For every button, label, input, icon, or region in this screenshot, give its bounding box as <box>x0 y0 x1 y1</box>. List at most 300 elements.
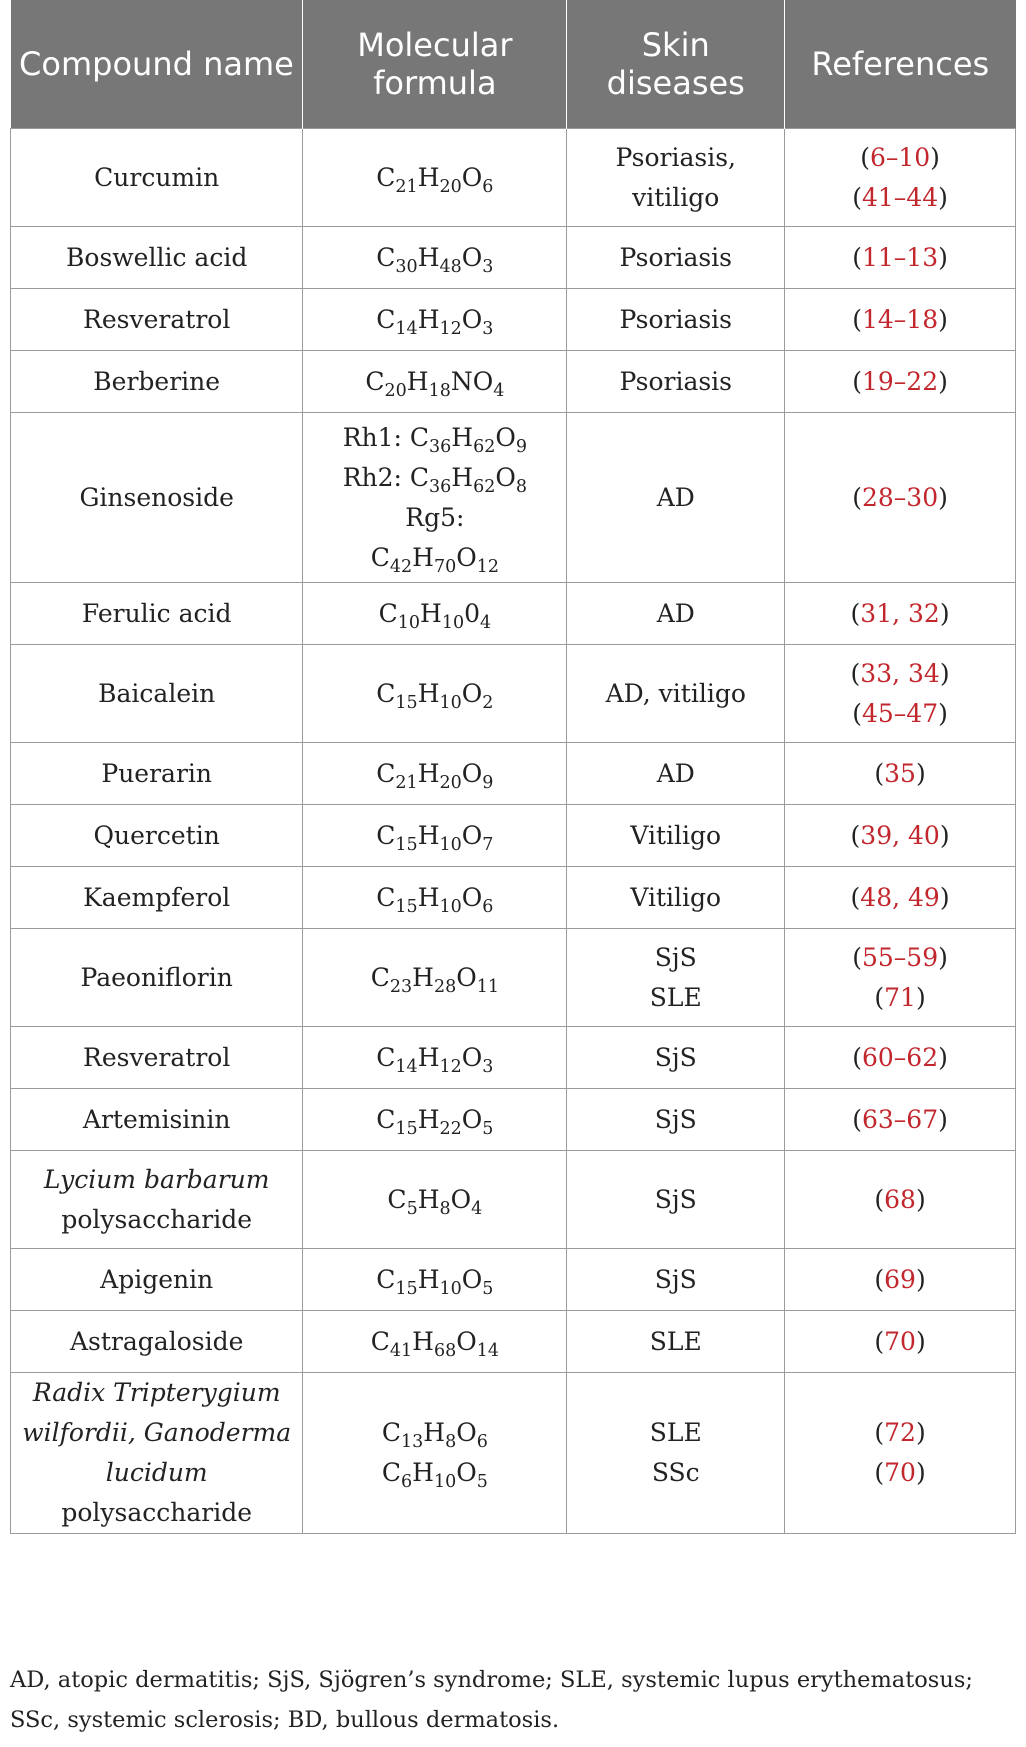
disease-text: AD <box>656 482 695 512</box>
paren: ( <box>852 1042 862 1072</box>
molecular-formula-cell <box>303 129 567 227</box>
compound-name-cell <box>11 129 303 227</box>
skin-diseases-cell <box>567 645 785 743</box>
compound-name-cell <box>11 351 303 413</box>
formula-line <box>307 538 562 578</box>
table-row <box>11 929 1016 1027</box>
molecular-formula-cell <box>303 1373 567 1534</box>
formula-element: H <box>406 366 429 396</box>
molecular-formula-cell <box>303 1151 567 1249</box>
formula-line <box>307 362 562 402</box>
compound-name-text: Apigenin <box>100 1264 214 1294</box>
disease-text: Vitiligo <box>630 882 722 912</box>
paren: ( <box>850 658 861 688</box>
compound-name-cell <box>11 645 303 743</box>
formula-element: C <box>381 1418 401 1447</box>
paren: ) <box>938 482 948 512</box>
molecular-formula-cell <box>303 351 567 413</box>
formula-subscript: 20 <box>439 772 462 793</box>
compound-name-cell <box>11 1151 303 1249</box>
formula-subscript: 3 <box>482 1056 494 1077</box>
formula-element: O <box>456 1418 477 1447</box>
formula-subscript: 15 <box>395 1278 418 1299</box>
formula-subscript: 5 <box>482 1118 494 1139</box>
compound-name-text: Ginsenoside <box>79 482 234 512</box>
reference-link[interactable]: 14–18 <box>862 304 939 334</box>
paren: ( <box>874 982 885 1012</box>
formula-subscript: 5 <box>476 1472 488 1493</box>
skin-diseases-cell <box>567 583 785 645</box>
skin-diseases-cell <box>567 867 785 929</box>
reference-line <box>789 1260 1011 1300</box>
formula-subscript: 8 <box>445 1432 457 1453</box>
reference-link[interactable]: 72 <box>884 1418 916 1447</box>
paren: ( <box>852 182 862 212</box>
compound-name-cell <box>11 1249 303 1311</box>
formula-element: H <box>451 422 474 452</box>
formula-line <box>307 1413 562 1453</box>
paren: ) <box>938 366 948 396</box>
molecular-formula-cell <box>303 583 567 645</box>
paren: ) <box>939 598 950 628</box>
skin-diseases-cell <box>567 805 785 867</box>
table-row <box>11 645 1016 743</box>
formula-element: H <box>417 678 440 708</box>
formula-element: O <box>495 462 516 492</box>
compound-name-text: Artemisinin <box>82 1104 231 1134</box>
table-row <box>11 1089 1016 1151</box>
paren: ) <box>915 1264 926 1294</box>
skin-diseases-cell <box>567 1249 785 1311</box>
reference-link[interactable]: 60–62 <box>862 1042 939 1072</box>
references-cell <box>785 929 1016 1027</box>
compound-name-cell <box>11 583 303 645</box>
formula-element: O <box>456 962 477 992</box>
references-cell <box>785 1249 1016 1311</box>
formula-subscript: 15 <box>395 896 418 917</box>
formula-subscript: 48 <box>439 256 462 277</box>
formula-element: C <box>376 820 396 850</box>
references-cell <box>785 867 1016 929</box>
formula-element: O <box>461 242 483 272</box>
molecular-formula-cell <box>303 289 567 351</box>
formula-subscript: 10 <box>439 834 462 855</box>
formula-subscript: 13 <box>400 1432 424 1453</box>
paren: ) <box>939 658 950 688</box>
references-cell <box>785 413 1016 583</box>
molecular-formula-cell <box>303 1311 567 1373</box>
compound-name-text: Ferulic acid <box>81 598 232 628</box>
header-references: References <box>785 0 1016 129</box>
disease-text: AD <box>656 758 695 788</box>
formula-element: H <box>412 1458 434 1487</box>
references-cell <box>785 645 1016 743</box>
formula-element: H <box>423 1418 446 1447</box>
formula-element: H <box>417 1184 440 1214</box>
formula-subscript: 68 <box>433 1340 457 1361</box>
compound-name-text: Paeoniflorin <box>80 962 233 992</box>
reference-line <box>789 978 1011 1018</box>
formula-line <box>307 1453 562 1493</box>
formula-line <box>307 1322 562 1362</box>
formula-element: O <box>461 304 483 334</box>
formula-subscript: 70 <box>433 556 457 577</box>
compound-name-cell <box>11 289 303 351</box>
paren: ( <box>852 304 862 334</box>
formula-subscript: 11 <box>476 976 499 997</box>
formula-element: C <box>376 162 396 192</box>
formula-line <box>307 418 562 458</box>
paren: ) <box>915 758 926 788</box>
compound-name-cell <box>11 1311 303 1373</box>
formula-element: O <box>461 678 483 708</box>
paren: ) <box>939 882 950 912</box>
paren: ( <box>850 598 861 628</box>
reference-line <box>789 694 1011 734</box>
paren: ) <box>938 182 948 212</box>
reference-line <box>789 938 1011 978</box>
compound-name-cell <box>11 1027 303 1089</box>
disease-text: SLE <box>649 1326 702 1356</box>
formula-element: Rh2: C <box>342 462 430 492</box>
formula-subscript: 2 <box>482 692 494 713</box>
formula-line <box>307 878 562 918</box>
table-header-row <box>11 0 1016 129</box>
reference-line <box>789 1180 1011 1220</box>
formula-subscript: 15 <box>395 1118 418 1139</box>
molecular-formula-cell <box>303 1249 567 1311</box>
formula-subscript: 12 <box>439 1056 462 1077</box>
molecular-formula-cell <box>303 743 567 805</box>
formula-subscript: 14 <box>476 1340 499 1361</box>
formula-line <box>307 1180 562 1220</box>
formula-line <box>307 594 562 634</box>
formula-subscript: 4 <box>480 612 492 633</box>
formula-subscript: 9 <box>482 772 494 793</box>
compound-name-text: Astragaloside <box>70 1326 244 1356</box>
formula-subscript: 62 <box>473 436 496 457</box>
reference-line <box>789 1100 1011 1140</box>
compound-name-text: Resveratrol <box>83 304 231 334</box>
formula-subscript: 15 <box>395 692 418 713</box>
formula-element: C <box>376 678 396 708</box>
formula-subscript: 21 <box>395 772 418 793</box>
paren: ) <box>938 942 948 972</box>
skin-diseases-cell <box>567 1311 785 1373</box>
skin-diseases-cell <box>567 1373 785 1534</box>
formula-subscript: 7 <box>482 834 494 855</box>
table-row <box>11 743 1016 805</box>
formula-element: C <box>376 1104 396 1134</box>
disease-text: SjS <box>654 1184 697 1214</box>
molecular-formula-cell <box>303 645 567 743</box>
reference-line <box>789 362 1011 402</box>
paren: ( <box>850 820 861 850</box>
compound-name-cell <box>11 227 303 289</box>
skin-diseases-cell <box>567 413 785 583</box>
formula-line <box>307 238 562 278</box>
compound-name-text: polysaccharide <box>61 1204 253 1234</box>
paren: ( <box>874 758 885 788</box>
disease-text: AD <box>656 598 695 628</box>
compound-name-text: Berberine <box>93 366 221 396</box>
formula-line <box>307 816 562 856</box>
molecular-formula-cell <box>303 805 567 867</box>
compound-name-text: Kaempferol <box>83 882 231 912</box>
paren: ( <box>874 1264 885 1294</box>
formula-subscript: 6 <box>482 896 494 917</box>
formula-element: C <box>376 242 396 272</box>
references-cell <box>785 1311 1016 1373</box>
paren: ( <box>874 1418 885 1447</box>
formula-element: O <box>461 162 483 192</box>
formula-subscript: 36 <box>429 476 452 497</box>
formula-element: C <box>365 366 385 396</box>
disease-text: SjS <box>654 1042 697 1072</box>
reference-link[interactable]: 68 <box>884 1184 916 1214</box>
skin-diseases-cell <box>567 929 785 1027</box>
compound-name-text: Resveratrol <box>83 1042 231 1072</box>
reference-line <box>789 138 1011 178</box>
formula-subscript: 18 <box>428 380 451 401</box>
compound-name-cell <box>11 929 303 1027</box>
formula-element: H <box>412 1326 434 1356</box>
header-skin-diseases: Skin diseases <box>567 0 785 129</box>
reference-line <box>789 238 1011 278</box>
paren: ) <box>938 242 948 272</box>
table-row <box>11 1027 1016 1089</box>
formula-element: O <box>461 758 483 788</box>
paren: ) <box>915 982 926 1012</box>
formula-subscript: 10 <box>433 1472 457 1493</box>
formula-element: H <box>417 242 440 272</box>
reference-line <box>789 754 1011 794</box>
paren: ( <box>852 1104 862 1134</box>
formula-element: C <box>370 542 390 572</box>
paren: ( <box>874 1458 885 1487</box>
formula-subscript: 20 <box>384 380 407 401</box>
formula-subscript: 6 <box>476 1432 488 1453</box>
reference-line <box>789 300 1011 340</box>
disease-text: SjS <box>654 1264 697 1294</box>
compounds-table <box>10 0 1016 1534</box>
formula-subscript: 41 <box>389 1340 413 1361</box>
references-cell <box>785 289 1016 351</box>
disease-text: SSc <box>651 1458 700 1487</box>
formula-subscript: 20 <box>439 176 462 197</box>
reference-link[interactable]: 63–67 <box>862 1104 939 1134</box>
compound-name-cell <box>11 805 303 867</box>
table-row <box>11 1311 1016 1373</box>
formula-subscript: 30 <box>395 256 418 277</box>
formula-element: C <box>370 962 390 992</box>
formula-element: O <box>456 1458 477 1487</box>
formula-subscript: 10 <box>439 692 462 713</box>
formula-element: NO <box>450 366 494 396</box>
formula-subscript: 15 <box>395 834 418 855</box>
reference-link[interactable]: 31, 32 <box>860 598 940 628</box>
formula-element: H <box>412 962 434 992</box>
reference-link[interactable]: 11–13 <box>862 242 939 272</box>
formula-element: O <box>461 1264 483 1294</box>
formula-element: C <box>376 1042 396 1072</box>
formula-line <box>307 498 562 538</box>
compound-name-italic: Lycium barbarum <box>43 1164 270 1194</box>
formula-element: O <box>461 882 483 912</box>
paren: ) <box>938 304 948 334</box>
paren: ) <box>938 698 948 728</box>
formula-subscript: 14 <box>395 1056 418 1077</box>
compound-name-cell <box>11 413 303 583</box>
paren: ) <box>939 820 950 850</box>
references-cell <box>785 583 1016 645</box>
references-cell <box>785 129 1016 227</box>
formula-element: O <box>461 1042 483 1072</box>
paren: ( <box>852 482 862 512</box>
formula-element: C <box>378 598 398 628</box>
paren: ) <box>938 1042 948 1072</box>
formula-subscript: 12 <box>476 556 499 577</box>
formula-element: C <box>381 1458 401 1487</box>
disease-text: SjS <box>654 942 697 972</box>
formula-line <box>307 674 562 714</box>
reference-line <box>789 1413 1011 1453</box>
formula-element: C <box>376 882 396 912</box>
reference-link[interactable]: 69 <box>884 1264 916 1294</box>
reference-line <box>789 878 1011 918</box>
table-row <box>11 1249 1016 1311</box>
formula-element: 0 <box>464 598 480 628</box>
table-row <box>11 413 1016 583</box>
skin-diseases-cell <box>567 129 785 227</box>
formula-element: O <box>456 542 477 572</box>
compound-name-cell <box>11 1089 303 1151</box>
paren: ( <box>874 1184 885 1214</box>
reference-line <box>789 594 1011 634</box>
formula-element: C <box>376 1264 396 1294</box>
reference-link[interactable]: 28–30 <box>862 482 939 512</box>
reference-link[interactable]: 39, 40 <box>860 820 940 850</box>
formula-subscript: 28 <box>433 976 457 997</box>
formula-element: O <box>450 1184 472 1214</box>
table-footnote: AD, atopic dermatitis; SjS, Sjögren’s syndrome; SLE, systemic lupus erythematosus; SSc, systemic sclerosis; BD, bullous dermatosis. <box>10 1667 973 1733</box>
reference-link[interactable]: 19–22 <box>862 366 939 396</box>
disease-text: Psoriasis, <box>615 142 736 172</box>
formula-line <box>307 1038 562 1078</box>
reference-line <box>789 1038 1011 1078</box>
molecular-formula-cell <box>303 1027 567 1089</box>
compound-name-text: Boswellic acid <box>66 242 248 272</box>
reference-link[interactable]: 70 <box>884 1326 916 1356</box>
molecular-formula-cell <box>303 867 567 929</box>
table-row <box>11 129 1016 227</box>
formula-subscript: 3 <box>482 318 494 339</box>
reference-link[interactable]: 71 <box>884 982 916 1012</box>
formula-element: H <box>417 1264 440 1294</box>
formula-subscript: 4 <box>493 380 505 401</box>
references-cell <box>785 351 1016 413</box>
reference-line <box>789 178 1011 218</box>
header-compound-name: Compound name <box>11 0 303 129</box>
compound-name-text: Puerarin <box>101 758 212 788</box>
reference-line <box>789 654 1011 694</box>
references-cell <box>785 1373 1016 1534</box>
compound-name-italic: Radix Tripterygium <box>32 1378 281 1407</box>
paren: ( <box>852 366 862 396</box>
molecular-formula-cell <box>303 929 567 1027</box>
formula-subscript: 3 <box>482 256 494 277</box>
formula-element: H <box>417 162 440 192</box>
formula-element: C <box>370 1326 390 1356</box>
table-row <box>11 805 1016 867</box>
disease-text: AD, vitiligo <box>605 678 746 708</box>
compound-name-text: Baicalein <box>98 678 216 708</box>
paren: ( <box>852 942 862 972</box>
formula-line <box>307 300 562 340</box>
references-cell <box>785 1151 1016 1249</box>
formula-subscript: 62 <box>473 476 496 497</box>
reference-link[interactable]: 55–59 <box>862 942 939 972</box>
reference-link[interactable]: 35 <box>884 758 916 788</box>
formula-element: C <box>387 1184 407 1214</box>
formula-subscript: 6 <box>482 176 494 197</box>
molecular-formula-cell <box>303 227 567 289</box>
disease-text: Psoriasis <box>619 304 733 334</box>
formula-element: Rh1: C <box>342 422 430 452</box>
header-molecular-formula: Molecular formula <box>303 0 567 129</box>
formula-element: C <box>376 304 396 334</box>
reference-link[interactable]: 48, 49 <box>860 882 940 912</box>
disease-text: Psoriasis <box>619 242 733 272</box>
paren: ( <box>874 1326 885 1356</box>
references-cell <box>785 805 1016 867</box>
formula-element: H <box>417 882 440 912</box>
disease-text: SLE <box>649 982 702 1012</box>
table-row <box>11 351 1016 413</box>
reference-link[interactable]: 6–10 <box>869 142 931 172</box>
paren: ) <box>915 1326 926 1356</box>
references-cell <box>785 1089 1016 1151</box>
formula-element: O <box>495 422 516 452</box>
formula-subscript: 22 <box>439 1118 462 1139</box>
paren: ( <box>852 698 862 728</box>
compound-name-text: polysaccharide <box>61 1498 253 1527</box>
references-cell <box>785 227 1016 289</box>
skin-diseases-cell <box>567 743 785 805</box>
skin-diseases-cell <box>567 1089 785 1151</box>
formula-line <box>307 458 562 498</box>
reference-link[interactable]: 41–44 <box>862 182 939 212</box>
formula-subscript: 6 <box>400 1472 413 1493</box>
disease-text: SjS <box>654 1104 697 1134</box>
formula-line <box>307 158 562 198</box>
molecular-formula-cell <box>303 1089 567 1151</box>
reference-link[interactable]: 33, 34 <box>860 658 940 688</box>
reference-link[interactable]: 45–47 <box>862 698 939 728</box>
compound-name-cell <box>11 867 303 929</box>
formula-element: O <box>461 1104 483 1134</box>
reference-link[interactable]: 70 <box>884 1458 916 1487</box>
table-body <box>11 129 1016 1534</box>
formula-subscript: 12 <box>439 318 462 339</box>
formula-element: H <box>451 462 474 492</box>
formula-subscript: 14 <box>395 318 418 339</box>
paren: ( <box>852 242 862 272</box>
skin-diseases-cell <box>567 1027 785 1089</box>
table-row <box>11 1373 1016 1534</box>
skin-diseases-cell <box>567 289 785 351</box>
paren: ) <box>915 1418 926 1447</box>
